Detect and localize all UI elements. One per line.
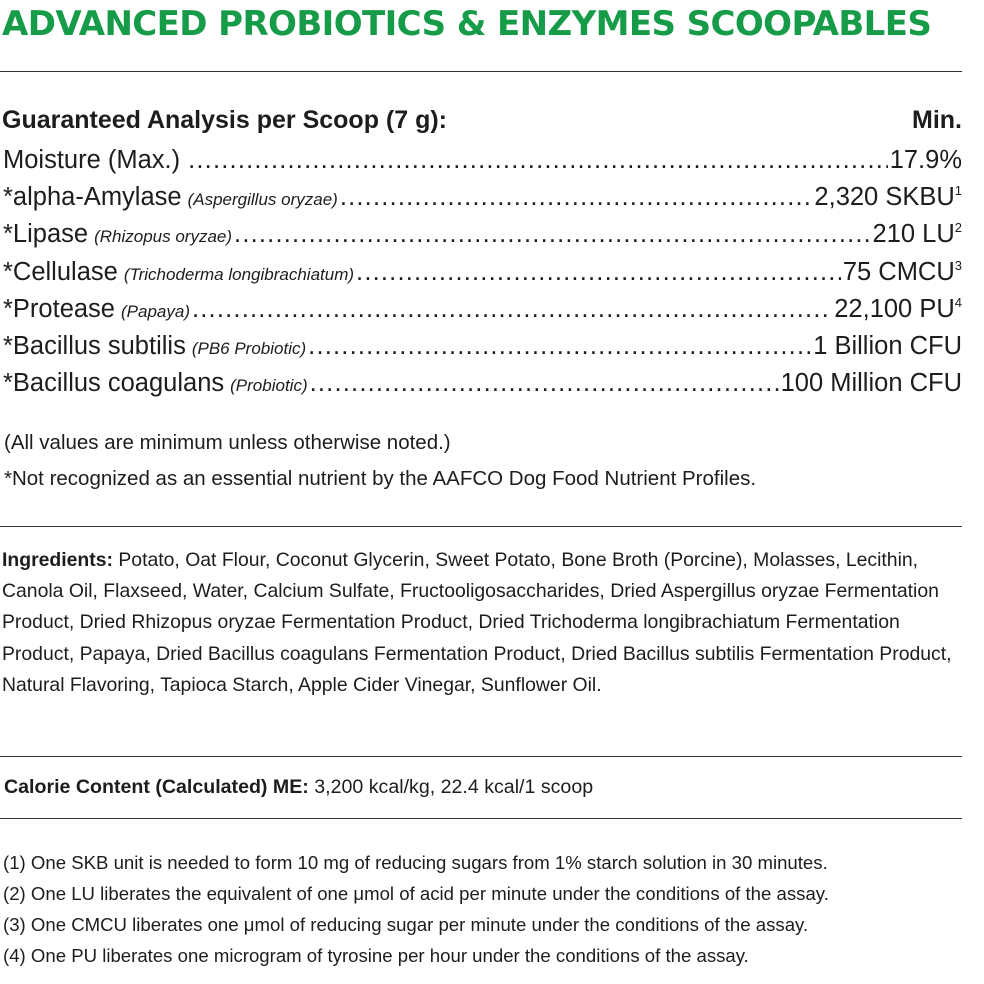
nutrient-name: *Cellulase [3,257,118,286]
guaranteed-analysis-header [2,103,962,137]
nutrient-name: *alpha-Amylase [3,183,182,212]
calorie-label: Calorie Content (Calculated) ME: [4,776,309,798]
analysis-row [3,365,962,402]
analysis-row [3,328,962,365]
footnote: (1) One SKB unit is needed to form 10 mg of reducing sugars from 1% starch solution in 30 minutes. [3,852,828,873]
dot-leader [340,179,813,216]
analysis-row [3,142,962,179]
dot-leader [234,216,871,253]
ingredients-label: Ingredients: [2,549,113,571]
nutrient-name: Moisture (Max.) [3,146,181,174]
dot-leader [356,254,841,291]
calorie-content [4,773,593,801]
nutrient-name: *Bacillus coagulans [3,369,225,398]
ingredients-statement [2,545,962,701]
guaranteed-analysis-heading: Guaranteed Analysis per Scoop (7 g): [2,106,448,134]
nutrient-value: 100 Million CFU [780,369,962,398]
guaranteed-analysis-table [3,142,962,402]
nutrient-value: 17.9% [889,146,962,174]
nutrient-source: (Papaya) [121,301,190,321]
nutrient-value: 210 $LU^2$ [872,220,962,249]
divider [0,71,962,72]
nutrient-value: 2,320 SKBU$^1$ [814,183,962,212]
dot-leader [308,328,811,365]
divider [0,526,962,527]
analysis-row [3,179,962,216]
nutrient-value: 1 Billion CFU [813,331,962,360]
nutrient-source: (Aspergillus oryzae) [187,190,338,210]
min-column-label: Min. [912,106,962,134]
footnotes [3,847,978,971]
analysis-row [3,291,962,328]
divider [0,818,962,819]
calorie-value: 3,200 kcal/kg, 22.4 kcal/1 scoop [314,776,594,798]
divider [0,756,962,757]
nutrient-source: (Probiotic) [230,376,308,396]
product-title: ADVANCED PROBIOTICS & ENZYMES SCOOPABLES [2,4,932,44]
minimum-values-note: (All values are minimum unless otherwise noted.) [4,431,451,454]
dot-leader [188,142,888,179]
footnote-ref: 1 [954,183,962,199]
nutrient-source: (Trichoderma longibrachiatum) [123,264,355,284]
nutrient-source: (PB6 Probiotic) [191,338,307,358]
footnote-ref: 2 [954,220,962,236]
nutrient-name: *Lipase [3,220,89,249]
analysis-row [3,216,962,253]
dot-leader [310,365,779,402]
footnote-ref: 4 [954,294,962,310]
nutrient-source: (Rhizopus oryzae) [94,227,233,247]
aafco-note: *Not recognized as an essential nutrient by the AAFCO Dog Food Nutrient Profiles. [4,467,757,490]
dot-leader [192,291,832,328]
footnote-ref: 3 [954,257,962,273]
analysis-row [3,254,962,291]
nutrient-value: 75 CMCU$^3$ [842,257,962,286]
nutrient-name: *Protease [3,294,115,323]
nutrient-value: 22,100 $PU^4$ [834,294,962,323]
ingredients-list: Potato, Oat Flour, Coconut Glycerin, Sweet Potato, Bone Broth (Porcine), Molasses, Lecithin, Canola Oil, Flaxseed, Water, Calcium Sulfate, Fructooligosaccharides, Dried Aspergillus oryzae Fermentation Product, Dried Rhizopus oryzae Fermentation Product, Dried Trichoderma longibrachiatum Fermentation Product, Papaya, Dried Bacillus coagulans Fermentation Product, Dried Bacillus subtilis Fermentation Product, Natural Flavoring, Tapioca Starch, Apple Cider Vinegar, Sunflower Oil. [2,549,952,696]
footnote: (4) One PU liberates one microgram of tyrosine per hour under the conditions of the assay. [3,945,749,966]
footnote: (2) One LU liberates the equivalent of one μmol of acid per minute under the conditions of the assay. [3,883,829,904]
footnote: (3) One CMCU liberates one μmol of reducing sugar per minute under the conditions of the assay. [3,914,809,935]
nutrient-name: *Bacillus subtilis [3,331,186,360]
